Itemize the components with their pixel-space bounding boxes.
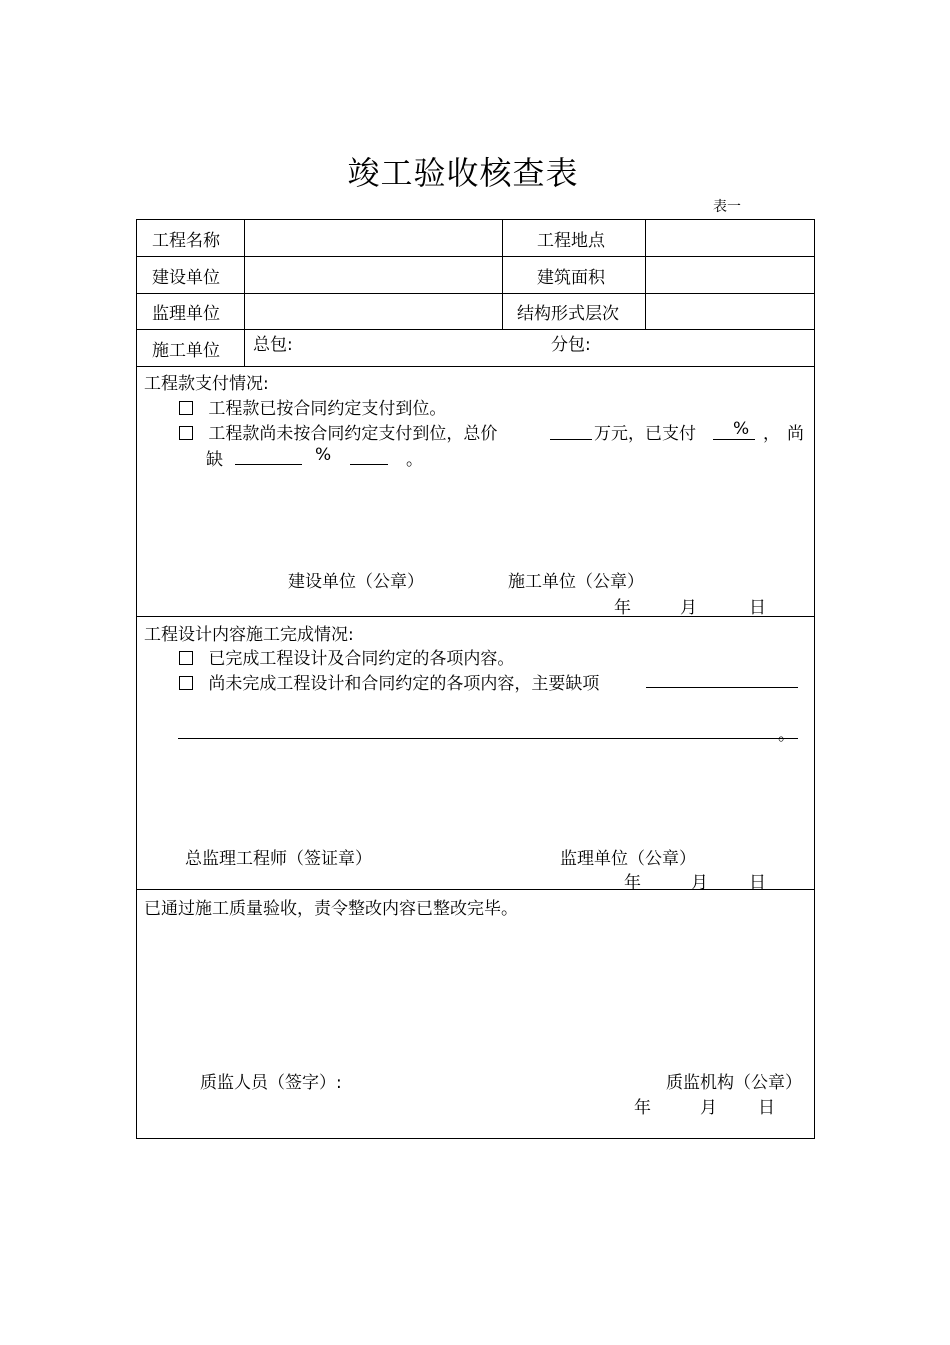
payment-option-1[interactable] <box>179 394 446 419</box>
checkbox[interactable] <box>179 676 193 690</box>
building-area-value[interactable] <box>647 258 812 292</box>
contractor-label: 施工单位 <box>152 341 220 361</box>
design-period: 。 <box>778 725 795 745</box>
checkbox[interactable] <box>179 401 193 415</box>
payment-option-2[interactable] <box>179 419 497 444</box>
missing-items-blank[interactable] <box>646 687 798 688</box>
agency-seal-label: 质监机构（公章） <box>666 1073 802 1093</box>
checkbox[interactable] <box>179 651 193 665</box>
month-label: 月 <box>680 598 697 618</box>
payment-option-1-text: 工程款已按合同约定支付到位。 <box>208 399 447 419</box>
row-divider <box>136 293 814 294</box>
general-contract-label: 总包: <box>253 335 293 355</box>
missing-items-blank-2[interactable] <box>178 738 798 739</box>
project-location-label: 工程地点 <box>537 231 605 251</box>
payment-heading: 工程款支付情况: <box>144 374 269 394</box>
month-label: 月 <box>691 873 708 893</box>
supervisor-value[interactable] <box>246 295 501 328</box>
paid-percent-sign: % <box>733 419 750 439</box>
day-label: 日 <box>758 1098 775 1118</box>
short-amount-blank[interactable] <box>235 464 302 465</box>
paid-percent-blank[interactable] <box>713 439 755 440</box>
project-name-label: 工程名称 <box>152 231 220 251</box>
day-label: 日 <box>749 873 766 893</box>
short-label: 缺 <box>206 450 223 470</box>
column-divider <box>502 219 503 329</box>
year-label: 年 <box>634 1098 651 1118</box>
chief-supervisor-label: 总监理工程师（签证章） <box>185 849 372 869</box>
day-label: 日 <box>749 598 766 618</box>
year-label: 年 <box>624 873 641 893</box>
project-name-value[interactable] <box>246 221 501 255</box>
supervisor-label: 监理单位 <box>152 304 220 324</box>
structure-label: 结构形式层次 <box>517 304 619 324</box>
design-option-1-text: 已完成工程设计及合同约定的各项内容。 <box>208 649 515 669</box>
amount-unit-text: 万元，已支付 <box>594 424 696 444</box>
row-divider <box>136 889 814 890</box>
design-option-2-text: 尚未完成工程设计和合同约定的各项内容，主要缺项 <box>208 674 600 694</box>
table-number: 表一 <box>713 199 741 215</box>
builder-label: 建设单位 <box>152 268 220 288</box>
period: 。 <box>406 450 423 470</box>
row-divider <box>136 616 814 617</box>
structure-value[interactable] <box>647 295 812 328</box>
builder-value[interactable] <box>246 258 501 292</box>
column-divider <box>645 219 646 329</box>
design-heading: 工程设计内容施工完成情况: <box>144 625 354 645</box>
contractor-seal-label: 施工单位（公章） <box>508 572 644 592</box>
year-label: 年 <box>614 598 631 618</box>
row-divider <box>136 366 814 367</box>
design-option-1[interactable] <box>179 644 514 669</box>
short-percent-blank[interactable] <box>350 464 388 465</box>
payment-option-2-text: 工程款尚未按合同约定支付到位，总价 <box>208 424 498 444</box>
sub-contract-label: 分包: <box>551 335 591 355</box>
supervisor-seal-label: 监理单位（公章） <box>560 849 696 869</box>
comma: ， <box>763 424 780 444</box>
builder-seal-label: 建设单位（公章） <box>288 572 424 592</box>
row-divider <box>136 329 814 330</box>
column-divider <box>244 219 245 366</box>
quality-statement: 已通过施工质量验收，责令整改内容已整改完毕。 <box>144 899 518 919</box>
project-location-value[interactable] <box>647 221 812 255</box>
document-title: 竣工验收核查表 <box>347 154 579 192</box>
building-area-label: 建筑面积 <box>537 268 605 288</box>
row-divider <box>136 256 814 257</box>
design-option-2[interactable] <box>179 669 599 694</box>
remaining-prefix: 尚 <box>787 424 804 444</box>
checkbox[interactable] <box>179 426 193 440</box>
short-percent-sign: % <box>315 445 332 465</box>
month-label: 月 <box>700 1098 717 1118</box>
inspector-label: 质监人员（签字）: <box>200 1073 342 1093</box>
total-amount-blank[interactable] <box>550 439 592 440</box>
